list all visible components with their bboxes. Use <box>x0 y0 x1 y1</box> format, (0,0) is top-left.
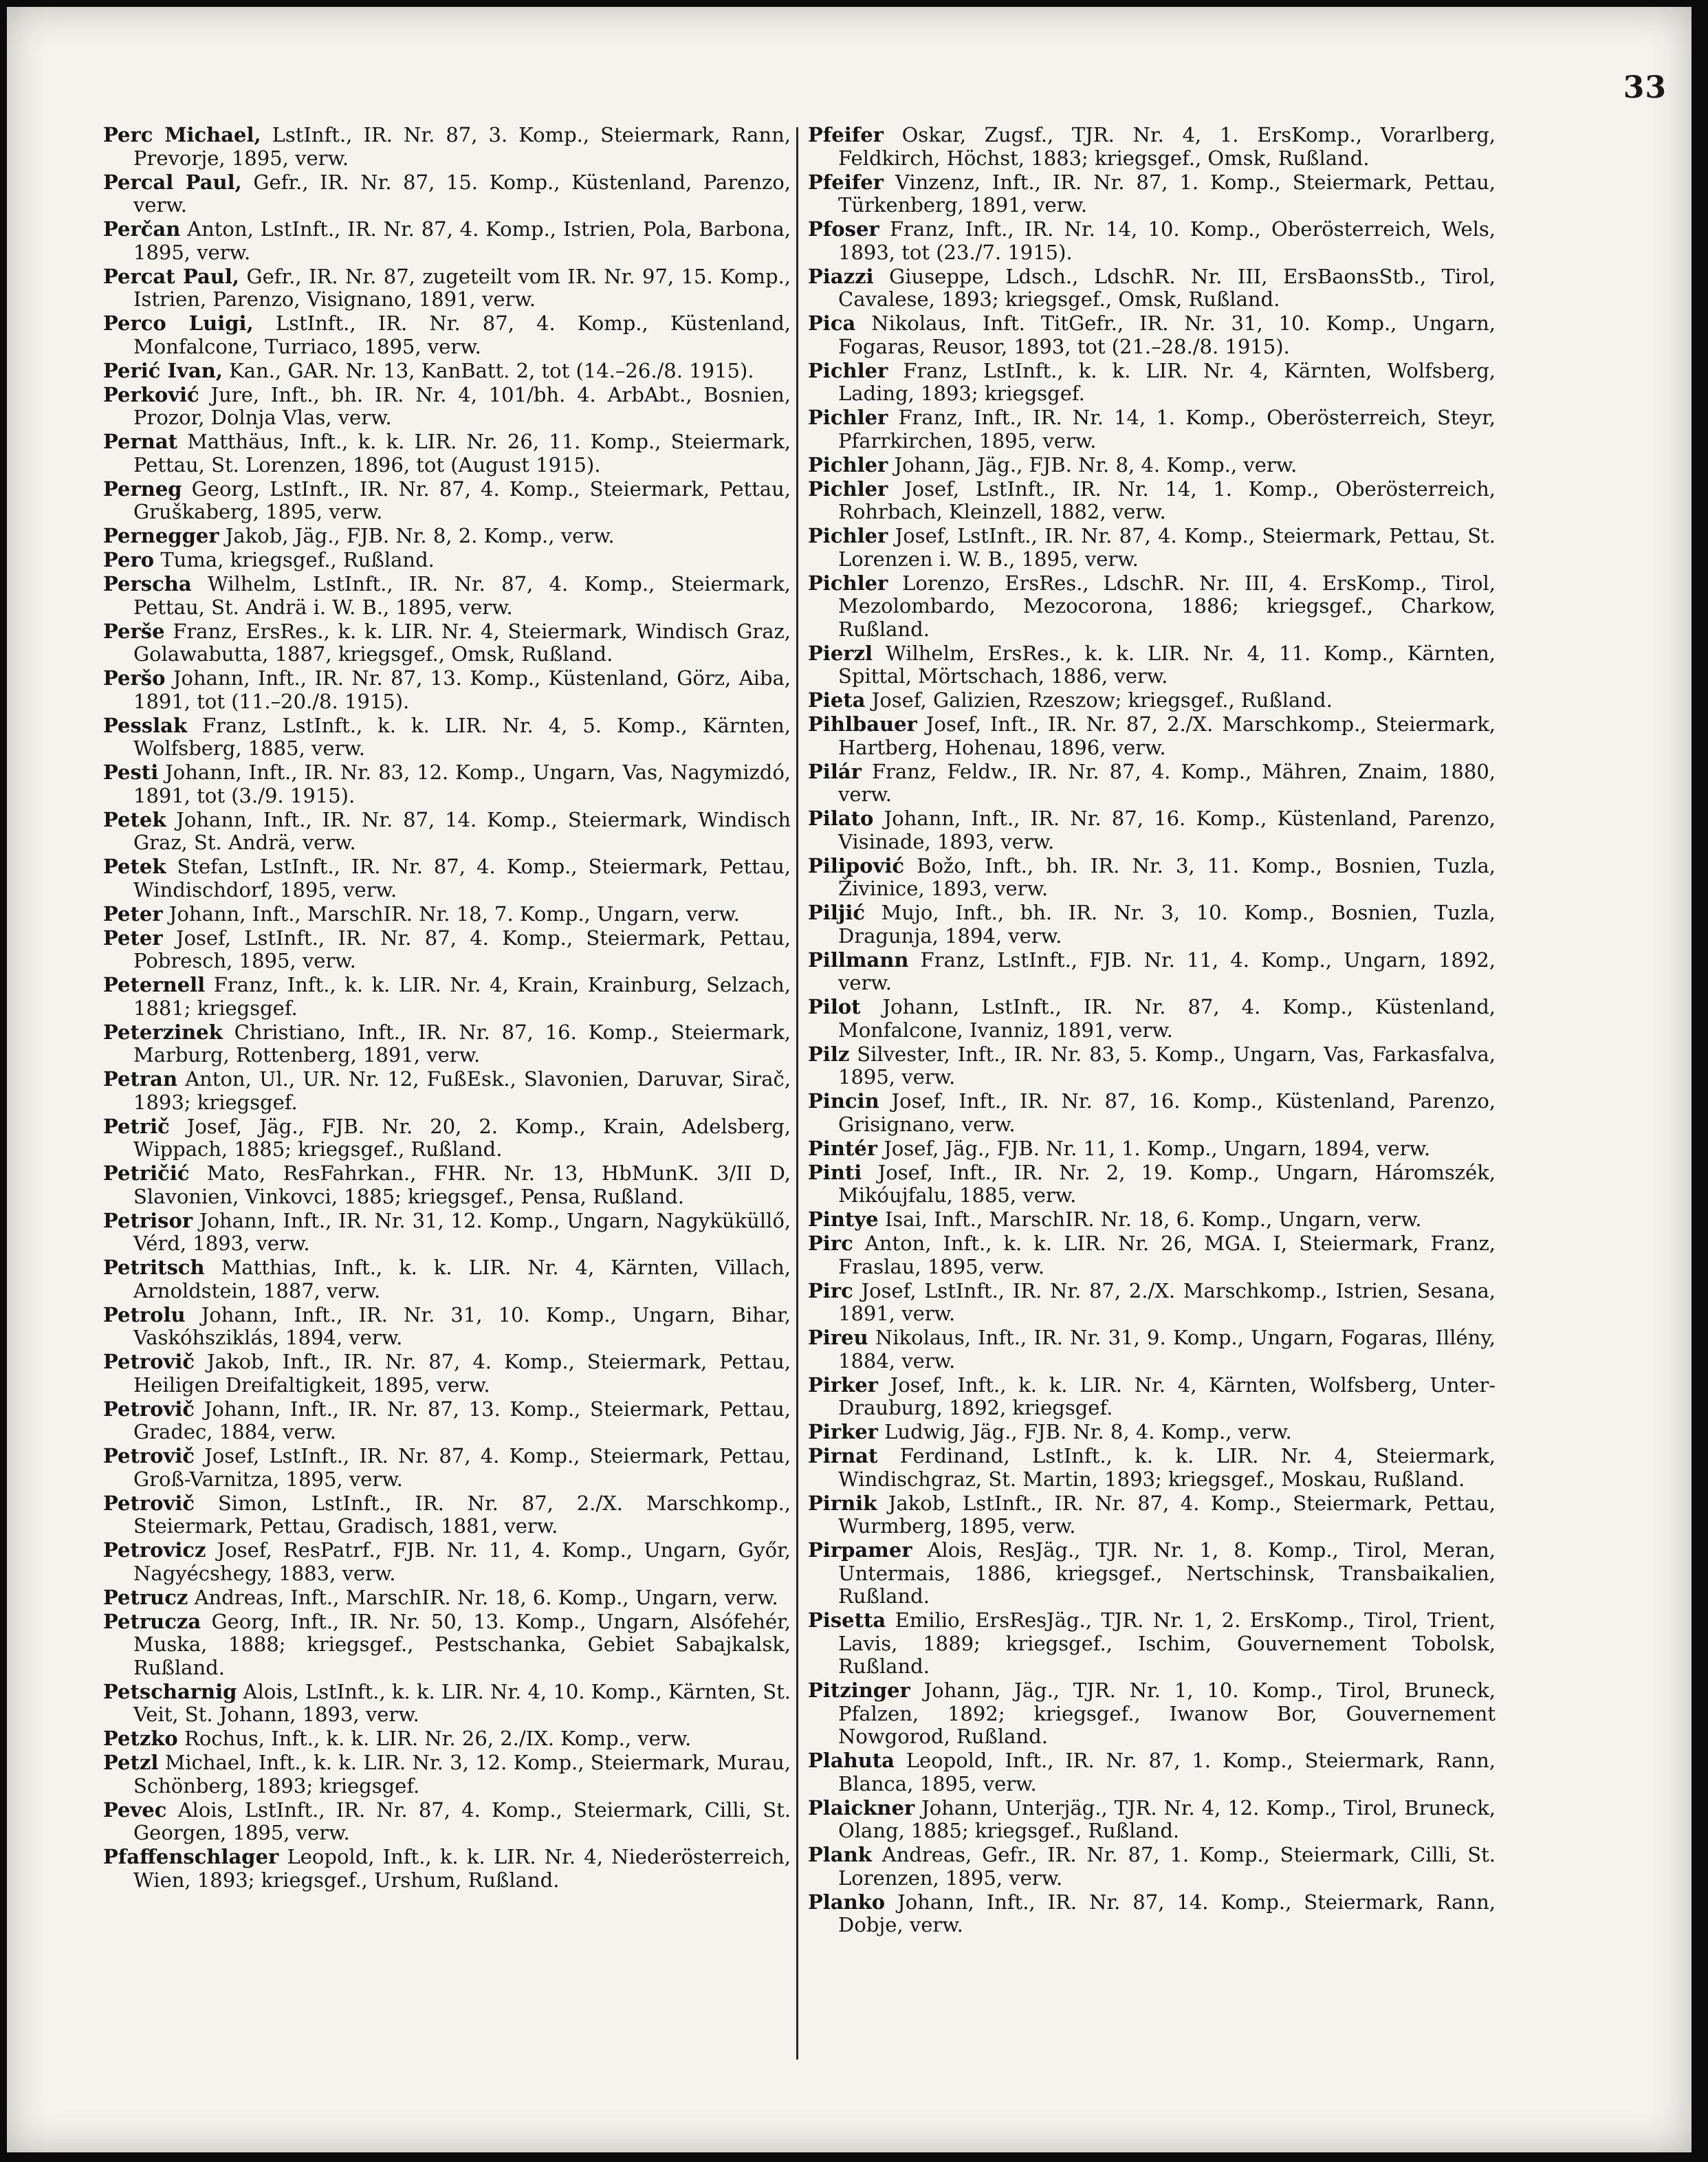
entry-details: Lorenzo, ErsRes., LdschR. Nr. III, 4. ErsKomp., Tirol, Mezolombardo, Mezocorona, 1886; kriegsgef., Charkow, Rußland. <box>838 571 1496 641</box>
entry-surname: Peternell <box>103 973 206 996</box>
entry-surname: Pevec <box>103 1798 167 1822</box>
casualty-entry <box>808 1280 1496 1326</box>
casualty-entry <box>103 1351 791 1397</box>
entry-surname: Petzko <box>103 1727 178 1750</box>
entry-details: LstInft., IR. Nr. 87, 3. Komp., Steiermark, Rann, Prevorje, 1895, verw. <box>133 123 791 170</box>
entry-surname: Pfeifer <box>808 170 884 194</box>
entry-details: Anton, Inft., k. k. LIR. Nr. 26, MGA. I, Steiermark, Franz, Fraslau, 1895, verw. <box>838 1232 1496 1278</box>
casualty-entry <box>808 689 1496 712</box>
entry-details: Alois, LstInft., k. k. LIR. Nr. 4, 10. Komp., Kärnten, St. Veit, St. Johann, 1893, verw. <box>133 1679 791 1726</box>
entry-details: Franz, LstInft., FJB. Nr. 11, 4. Komp., Ungarn, 1892, verw. <box>838 948 1496 994</box>
entry-surname: Planko <box>808 1890 886 1914</box>
casualty-entry <box>808 855 1496 901</box>
entry-surname: Perneg <box>103 477 182 501</box>
entry-surname: Pinti <box>808 1160 862 1184</box>
document-page <box>7 7 1691 2152</box>
casualty-entry <box>103 1256 791 1302</box>
casualty-entry <box>103 855 791 902</box>
entry-details: Matthias, Inft., k. k. LIR. Nr. 4, Kärnten, Villach, Arnoldstein, 1887, verw. <box>133 1256 791 1302</box>
casualty-entry <box>103 525 791 548</box>
column-divider <box>796 127 798 2060</box>
entry-surname: Pero <box>103 548 155 571</box>
entry-details: Johann, Inft., IR. Nr. 87, 16. Komp., Küstenland, Parenzo, Visinade, 1893, verw. <box>838 807 1496 853</box>
casualty-entry <box>103 1681 791 1727</box>
entry-surname: Petrucz <box>103 1585 188 1609</box>
entry-details: Jakob, Inft., IR. Nr. 87, 4. Komp., Steiermark, Pettau, Heiligen Dreifaltigkeit, 1895, verw. <box>133 1350 791 1397</box>
entry-details: Gefr., IR. Nr. 87, zugeteilt vom IR. Nr. 97, 15. Komp., Istrien, Parenzo, Visignano, 1891, verw. <box>133 264 791 311</box>
entry-surname: Piazzi <box>808 264 874 288</box>
casualty-entry <box>808 1374 1496 1420</box>
casualty-entry <box>808 265 1496 312</box>
entry-details: Josef, Inft., IR. Nr. 87, 16. Komp., Küstenland, Parenzo, Grisignano, verw. <box>838 1089 1496 1136</box>
entry-details: Johann, Inft., IR. Nr. 87, 13. Komp., Steiermark, Pettau, Gradec, 1884, verw. <box>133 1397 791 1443</box>
entry-details: Alois, ResJäg., TJR. Nr. 1, 8. Komp., Tirol, Meran, Untermais, 1886, kriegsgef., Nertschinsk, Transbaikalien, Rußland. <box>838 1538 1496 1608</box>
entry-details: Jure, Inft., bh. IR. Nr. 4, 101/bh. 4. ArbAbt., Bosnien, Prozor, Dolnja Vlas, verw. <box>133 382 791 429</box>
casualty-entry <box>808 1161 1496 1208</box>
entry-details: LstInft., IR. Nr. 87, 4. Komp., Küstenland, Monfalcone, Turriaco, 1895, verw. <box>133 312 791 358</box>
entry-details: Georg, Inft., IR. Nr. 50, 13. Komp., Ungarn, Alsófehér, Muska, 1888; kriegsgef., Pestschanka, Gebiet Sabajkalsk, Rußland. <box>133 1609 791 1679</box>
entry-surname: Pernegger <box>103 524 219 547</box>
entry-details: Josef, LstInft., IR. Nr. 87, 4. Komp., Steiermark, Pettau, Groß-Varnitza, 1895, verw. <box>133 1444 791 1491</box>
entry-details: Matthäus, Inft., k. k. LIR. Nr. 26, 11. Komp., Steiermark, Pettau, St. Lorenzen, 1896, tot (August 1915). <box>133 430 791 477</box>
casualty-entry <box>808 1749 1496 1795</box>
entry-details: Jakob, LstInft., IR. Nr. 87, 4. Komp., Steiermark, Pettau, Wurmberg, 1895, verw. <box>838 1491 1496 1538</box>
casualty-entry <box>103 1539 791 1585</box>
entry-details: Johann, LstInft., IR. Nr. 87, 4. Komp., Küstenland, Monfalcone, Ivanniz, 1891, verw. <box>838 995 1496 1042</box>
entry-surname: Pernat <box>103 430 178 453</box>
casualty-entry <box>808 1208 1496 1232</box>
entry-surname: Pichler <box>808 524 888 547</box>
entry-surname: Pilipović <box>808 853 905 877</box>
casualty-entry <box>808 1492 1496 1538</box>
entry-details: Johann, Inft., IR. Nr. 87, 13. Komp., Küstenland, Görz, Aiba, 1891, tot (11.–20./8. 1915). <box>133 666 791 713</box>
casualty-entry <box>103 1727 791 1751</box>
entry-details: Nikolaus, Inft., IR. Nr. 31, 9. Komp., Ungarn, Fogaras, Illény, 1884, verw. <box>838 1326 1496 1373</box>
casualty-entry <box>808 478 1496 524</box>
casualty-entry <box>103 1304 791 1350</box>
casualty-entry <box>103 1751 791 1798</box>
entry-surname: Pica <box>808 312 856 335</box>
entry-surname: Pilot <box>808 995 861 1018</box>
casualty-entry <box>103 1586 791 1610</box>
casualty-entry <box>808 642 1496 688</box>
entry-surname: Plaickner <box>808 1795 915 1820</box>
entry-details: Leopold, Inft., k. k. LIR. Nr. 4, Niederösterreich, Wien, 1893; kriegsgef., Urshum, Rußland. <box>133 1845 791 1892</box>
entry-surname: Peterzinek <box>103 1020 223 1044</box>
entry-surname: Perscha <box>103 572 192 596</box>
entry-details: Anton, Ul., UR. Nr. 12, FußEsk., Slavonien, Daruvar, Sirač, 1893; kriegsgef. <box>133 1067 791 1114</box>
casualty-entry <box>103 573 791 619</box>
casualty-entry <box>103 1445 791 1491</box>
entry-surname: Plank <box>808 1843 872 1866</box>
entry-surname: Petran <box>103 1067 178 1091</box>
casualty-entry <box>808 1445 1496 1491</box>
casualty-entry <box>103 667 791 713</box>
entry-details: Anton, LstInft., IR. Nr. 87, 4. Komp., Istrien, Pola, Barbona, 1895, verw. <box>133 217 791 264</box>
entry-surname: Perković <box>103 382 199 406</box>
casualty-entry <box>103 714 791 761</box>
entry-surname: Pintér <box>808 1136 878 1160</box>
entry-details: Gefr., IR. Nr. 87, 15. Komp., Küstenland, Parenzo, verw. <box>133 170 791 217</box>
entry-surname: Petrolu <box>103 1302 186 1326</box>
casualty-entry <box>808 218 1496 264</box>
casualty-entry <box>808 572 1496 642</box>
entry-details: Jakob, Jäg., FJB. Nr. 8, 2. Komp., verw. <box>225 524 615 547</box>
casualty-entry <box>808 1232 1496 1278</box>
casualty-entry <box>103 1799 791 1845</box>
left-column <box>103 124 791 1893</box>
entry-details: Josef, LstInft., IR. Nr. 87, 2./X. Marschkomp., Istrien, Sesana, 1891, verw. <box>838 1278 1496 1325</box>
casualty-entry <box>103 1115 791 1161</box>
casualty-entry <box>103 430 791 477</box>
entry-details: Alois, LstInft., IR. Nr. 87, 4. Komp., Steiermark, Cilli, St. Georgen, 1895, verw. <box>133 1798 791 1844</box>
entry-details: Emilio, ErsResJäg., TJR. Nr. 1, 2. ErsKomp., Tirol, Trient, Lavis, 1889; kriegsgef., Ischim, Gouvernement Tobolsk, Rußland. <box>838 1608 1496 1678</box>
entry-details: Simon, LstInft., IR. Nr. 87, 2./X. Marschkomp., Steiermark, Pettau, Gradisch, 1881, verw. <box>133 1491 791 1538</box>
entry-surname: Pfoser <box>808 217 879 241</box>
casualty-entry <box>808 1609 1496 1679</box>
entry-surname: Pirc <box>808 1278 853 1302</box>
casualty-entry <box>808 807 1496 853</box>
entry-details: Michael, Inft., k. k. LIR. Nr. 3, 12. Komp., Steiermark, Murau, Schönberg, 1893; kriegsgef. <box>133 1751 791 1798</box>
entry-details: Georg, LstInft., IR. Nr. 87, 4. Komp., Steiermark, Pettau, Gruškaberg, 1895, verw. <box>133 477 791 523</box>
entry-surname: Perić Ivan, <box>103 358 223 382</box>
entry-details: Franz, Inft., IR. Nr. 14, 1. Komp., Oberösterreich, Steyr, Pfarrkirchen, 1895, verw. <box>838 406 1496 452</box>
entry-surname: Petek <box>103 855 166 878</box>
casualty-entry <box>103 620 791 666</box>
casualty-entry <box>808 1891 1496 1937</box>
entry-surname: Petrovič <box>103 1444 195 1467</box>
entry-details: Johann, Inft., IR. Nr. 87, 14. Komp., Steiermark, Rann, Dobje, verw. <box>838 1890 1496 1936</box>
casualty-entry <box>808 1797 1496 1843</box>
casualty-entry <box>103 903 791 926</box>
entry-surname: Petrovič <box>103 1350 195 1373</box>
entry-details: Johann, Jäg., TJR. Nr. 1, 10. Komp., Tirol, Bruneck, Pfalzen, 1892; kriegsgef., Iwanow Bor, Gouvernement Nowgorod, Rußland. <box>838 1679 1496 1748</box>
casualty-entry <box>103 761 791 807</box>
casualty-entry <box>808 902 1496 948</box>
entry-details: Leopold, Inft., IR. Nr. 87, 1. Komp., Steiermark, Rann, Blanca, 1895, verw. <box>838 1749 1496 1795</box>
entry-surname: Percat Paul, <box>103 264 239 288</box>
entry-details: Giuseppe, Ldsch., LdschR. Nr. III, ErsBaonsStb., Tirol, Cavalese, 1893; kriegsgef., Omsk, Rußland. <box>838 264 1496 311</box>
casualty-entry <box>103 312 791 358</box>
entry-details: Oskar, Zugsf., TJR. Nr. 4, 1. ErsKomp., Vorarlberg, Feldkirch, Höchst, 1883; kriegsgef., Omsk, Rußland. <box>838 123 1496 170</box>
entry-details: Franz, LstInft., k. k. LIR. Nr. 4, 5. Komp., Kärnten, Wolfsberg, 1885, verw. <box>133 713 791 760</box>
casualty-entry <box>103 360 791 383</box>
casualty-entry <box>103 171 791 217</box>
casualty-entry <box>103 974 791 1020</box>
casualty-entry <box>808 1137 1496 1161</box>
entry-surname: Pilato <box>808 807 874 830</box>
entry-surname: Pilz <box>808 1042 850 1066</box>
entry-details: Josef, Inft., IR. Nr. 87, 2./X. Marschkomp., Steiermark, Hartberg, Hohenau, 1896, verw. <box>838 712 1496 759</box>
casualty-entry <box>808 525 1496 571</box>
casualty-entry <box>808 1326 1496 1373</box>
casualty-entry <box>103 478 791 524</box>
casualty-entry <box>103 1210 791 1256</box>
entry-surname: Pincin <box>808 1089 879 1113</box>
entry-details: Christiano, Inft., IR. Nr. 87, 16. Komp., Steiermark, Marburg, Rottenberg, 1891, verw. <box>133 1020 791 1067</box>
entry-surname: Petscharnig <box>103 1679 237 1703</box>
casualty-entry <box>808 1090 1496 1136</box>
entry-details: Franz, LstInft., k. k. LIR. Nr. 4, Kärnten, Wolfsberg, Lading, 1893; kriegsgef. <box>838 358 1496 405</box>
page-number: 33 <box>1623 70 1667 105</box>
entry-surname: Peter <box>103 902 163 926</box>
casualty-entry <box>103 265 791 312</box>
entry-surname: Perše <box>103 619 165 643</box>
entry-details: Franz, Feldw., IR. Nr. 87, 4. Komp., Mähren, Znaim, 1880, verw. <box>838 759 1496 806</box>
casualty-entry <box>808 949 1496 995</box>
entry-surname: Pichler <box>808 477 888 501</box>
entry-details: Mujo, Inft., bh. IR. Nr. 3, 10. Komp., Bosnien, Tuzla, Dragunja, 1894, verw. <box>838 901 1496 948</box>
entry-details: Vinzenz, Inft., IR. Nr. 87, 1. Komp., Steiermark, Pettau, Türkenberg, 1891, verw. <box>838 170 1496 217</box>
entry-surname: Petritsch <box>103 1256 205 1279</box>
entry-surname: Petrovič <box>103 1491 195 1515</box>
casualty-entry <box>103 1846 791 1892</box>
entry-surname: Pichler <box>808 406 888 429</box>
casualty-entry <box>808 996 1496 1042</box>
entry-details: Ferdinand, LstInft., k. k. LIR. Nr. 4, Steiermark, Windischgraz, St. Martin, 1893; kriegsgef., Moskau, Rußland. <box>838 1444 1496 1491</box>
entry-surname: Pirpamer <box>808 1538 912 1562</box>
entry-details: Johann, Inft., IR. Nr. 83, 12. Komp., Ungarn, Vas, Nagymizdó, 1891, tot (3./9. 1915). <box>133 761 791 807</box>
entry-surname: Pirnat <box>808 1444 878 1467</box>
entry-details: Johann, Unterjäg., TJR. Nr. 4, 12. Komp., Tirol, Bruneck, Olang, 1885; kriegsgef., Rußland. <box>838 1795 1496 1842</box>
casualty-entry <box>103 549 791 572</box>
casualty-entry <box>808 406 1496 452</box>
entry-surname: Pireu <box>808 1326 868 1349</box>
casualty-entry <box>103 218 791 264</box>
entry-surname: Petričić <box>103 1161 190 1185</box>
entry-surname: Perco Luigi, <box>103 312 254 335</box>
entry-details: Božo, Inft., bh. IR. Nr. 3, 11. Komp., Bosnien, Tuzla, Živinice, 1893, verw. <box>838 853 1496 900</box>
entry-surname: Petzl <box>103 1751 159 1774</box>
entry-details: Johann, Inft., MarschIR. Nr. 18, 7. Komp., Ungarn, verw. <box>168 902 740 926</box>
entry-details: Mato, ResFahrkan., FHR. Nr. 13, HbMunK. 3/II D, Slavonien, Vinkovci, 1885; kriegsgef., Pensa, Rußland. <box>133 1161 791 1208</box>
entry-details: Franz, ErsRes., k. k. LIR. Nr. 4, Steiermark, Windisch Graz, Golawabutta, 1887, kriegsgef., Omsk, Rußland. <box>133 619 791 666</box>
entry-surname: Pihlbauer <box>808 712 917 736</box>
entry-surname: Percal Paul, <box>103 170 242 194</box>
entry-surname: Petrucza <box>103 1609 201 1633</box>
entry-surname: Petrovič <box>103 1397 195 1421</box>
casualty-entry <box>808 454 1496 477</box>
entry-details: Josef, Galizien, Rzeszow; kriegsgef., Rußland. <box>871 688 1333 712</box>
entry-details: Wilhelm, ErsRes., k. k. LIR. Nr. 4, 11. Komp., Kärnten, Spittal, Mörtschach, 1886, verw. <box>838 641 1496 688</box>
entry-details: Wilhelm, LstInft., IR. Nr. 87, 4. Komp., Steiermark, Pettau, St. Andrä i. W. B., 1895, verw. <box>133 572 791 619</box>
casualty-entry <box>808 761 1496 807</box>
entry-surname: Pillmann <box>808 948 909 972</box>
entry-details: Johann, Jäg., FJB. Nr. 8, 4. Komp., verw. <box>894 452 1298 477</box>
right-column <box>808 124 1496 1938</box>
entry-surname: Pesti <box>103 761 159 784</box>
entry-surname: Perc Michael, <box>103 123 261 146</box>
casualty-entry <box>808 360 1496 406</box>
casualty-entry <box>103 1068 791 1114</box>
entry-details: Silvester, Inft., IR. Nr. 83, 5. Komp., Ungarn, Vas, Farkasfalva, 1895, verw. <box>838 1042 1496 1089</box>
entry-details: Josef, Jäg., FJB. Nr. 11, 1. Komp., Ungarn, 1894, verw. <box>884 1136 1431 1160</box>
entry-details: Andreas, Gefr., IR. Nr. 87, 1. Komp., Steiermark, Cilli, St. Lorenzen, 1895, verw. <box>838 1843 1496 1890</box>
entry-details: Johann, Inft., IR. Nr. 31, 10. Komp., Ungarn, Bihar, Vaskóhsziklás, 1894, verw. <box>133 1302 791 1349</box>
entry-surname: Perčan <box>103 217 181 241</box>
entry-surname: Pfaffenschlager <box>103 1845 279 1868</box>
casualty-entry <box>103 384 791 430</box>
entry-details: Andreas, Inft., MarschIR. Nr. 18, 6. Komp., Ungarn, verw. <box>194 1585 778 1609</box>
entry-details: Stefan, LstInft., IR. Nr. 87, 4. Komp., Steiermark, Pettau, Windischdorf, 1895, verw. <box>133 855 791 902</box>
entry-surname: Pirker <box>808 1420 878 1443</box>
casualty-entry <box>808 1679 1496 1749</box>
entry-details: Johann, Inft., IR. Nr. 31, 12. Komp., Ungarn, Nagyküküllő, Vérd, 1893, verw. <box>133 1208 791 1255</box>
entry-surname: Pirnik <box>808 1491 877 1515</box>
entry-surname: Peršo <box>103 666 166 690</box>
casualty-entry <box>808 713 1496 759</box>
entry-surname: Piljić <box>808 901 866 924</box>
entry-surname: Pichler <box>808 452 888 477</box>
entry-details: Josef, LstInft., IR. Nr. 14, 1. Komp., Oberösterreich, Rohrbach, Kleinzell, 1882, verw. <box>838 477 1496 523</box>
entry-surname: Petrisor <box>103 1208 193 1232</box>
casualty-entry <box>808 1539 1496 1608</box>
casualty-entry <box>103 1492 791 1538</box>
entry-surname: Pierzl <box>808 641 873 665</box>
casualty-entry <box>103 1610 791 1680</box>
entry-details: Kan., GAR. Nr. 13, KanBatt. 2, tot (14.–26./8. 1915). <box>229 358 754 382</box>
casualty-entry <box>808 124 1496 170</box>
casualty-entry <box>103 1162 791 1208</box>
casualty-entry <box>103 809 791 855</box>
entry-surname: Pesslak <box>103 713 188 737</box>
casualty-entry <box>103 1398 791 1444</box>
entry-surname: Pichler <box>808 358 888 382</box>
casualty-entry <box>808 1043 1496 1089</box>
entry-surname: Petek <box>103 807 166 831</box>
entry-surname: Pichler <box>808 571 888 595</box>
entry-details: Josef, LstInft., IR. Nr. 87, 4. Komp., Steiermark, Pettau, St. Lorenzen i. W. B., 1895, verw. <box>838 524 1496 571</box>
entry-details: Josef, Inft., k. k. LIR. Nr. 4, Kärnten, Wolfsberg, Unter-Drauburg, 1892, kriegsgef. <box>838 1373 1496 1419</box>
entry-surname: Pfeifer <box>808 123 884 146</box>
entry-surname: Pirker <box>808 1373 878 1397</box>
entry-surname: Pirc <box>808 1232 853 1255</box>
casualty-entry <box>103 1021 791 1067</box>
entry-surname: Pintye <box>808 1208 879 1231</box>
casualty-entry <box>103 927 791 973</box>
entry-details: Rochus, Inft., k. k. LIR. Nr. 26, 2./IX. Komp., verw. <box>184 1727 692 1750</box>
entry-surname: Peter <box>103 926 163 950</box>
entry-surname: Petrič <box>103 1114 170 1138</box>
entry-details: Josef, ResPatrf., FJB. Nr. 11, 4. Komp., Ungarn, Győr, Nagyécshegy, 1883, verw. <box>133 1538 791 1585</box>
casualty-entry <box>103 124 791 170</box>
entry-details: Josef, Jäg., FJB. Nr. 20, 2. Komp., Krain, Adelsberg, Wippach, 1885; kriegsgef., Rußland. <box>133 1114 791 1161</box>
entry-surname: Petrovicz <box>103 1538 206 1562</box>
casualty-entry <box>808 312 1496 358</box>
entry-details: Nikolaus, Inft. TitGefr., IR. Nr. 31, 10. Komp., Ungarn, Fogaras, Reusor, 1893, tot (21.–28./8. 1915). <box>838 312 1496 358</box>
entry-details: Isai, Inft., MarschIR. Nr. 18, 6. Komp., Ungarn, verw. <box>884 1208 1422 1231</box>
entry-surname: Pitzinger <box>808 1679 910 1702</box>
entry-details: Josef, LstInft., IR. Nr. 87, 4. Komp., Steiermark, Pettau, Pobresch, 1895, verw. <box>133 926 791 972</box>
casualty-entry <box>808 1844 1496 1890</box>
entry-surname: Pilár <box>808 759 862 783</box>
entry-details: Franz, Inft., IR. Nr. 14, 10. Komp., Oberösterreich, Wels, 1893, tot (23./7. 1915). <box>838 217 1496 264</box>
entry-details: Tuma, kriegsgef., Rußland. <box>160 548 435 571</box>
entry-surname: Pisetta <box>808 1608 886 1632</box>
entry-details: Josef, Inft., IR. Nr. 2, 19. Komp., Ungarn, Háromszék, Mikóujfalu, 1885, verw. <box>838 1160 1496 1207</box>
casualty-entry <box>808 171 1496 217</box>
entry-surname: Pieta <box>808 688 866 712</box>
casualty-entry <box>808 1421 1496 1444</box>
entry-details: Ludwig, Jäg., FJB. Nr. 8, 4. Komp., verw. <box>884 1420 1292 1443</box>
entry-details: Johann, Inft., IR. Nr. 87, 14. Komp., Steiermark, Windisch Graz, St. Andrä, verw. <box>133 807 791 854</box>
entry-details: Franz, Inft., k. k. LIR. Nr. 4, Krain, Krainburg, Selzach, 1881; kriegsgef. <box>133 973 791 1020</box>
entry-surname: Plahuta <box>808 1749 895 1772</box>
